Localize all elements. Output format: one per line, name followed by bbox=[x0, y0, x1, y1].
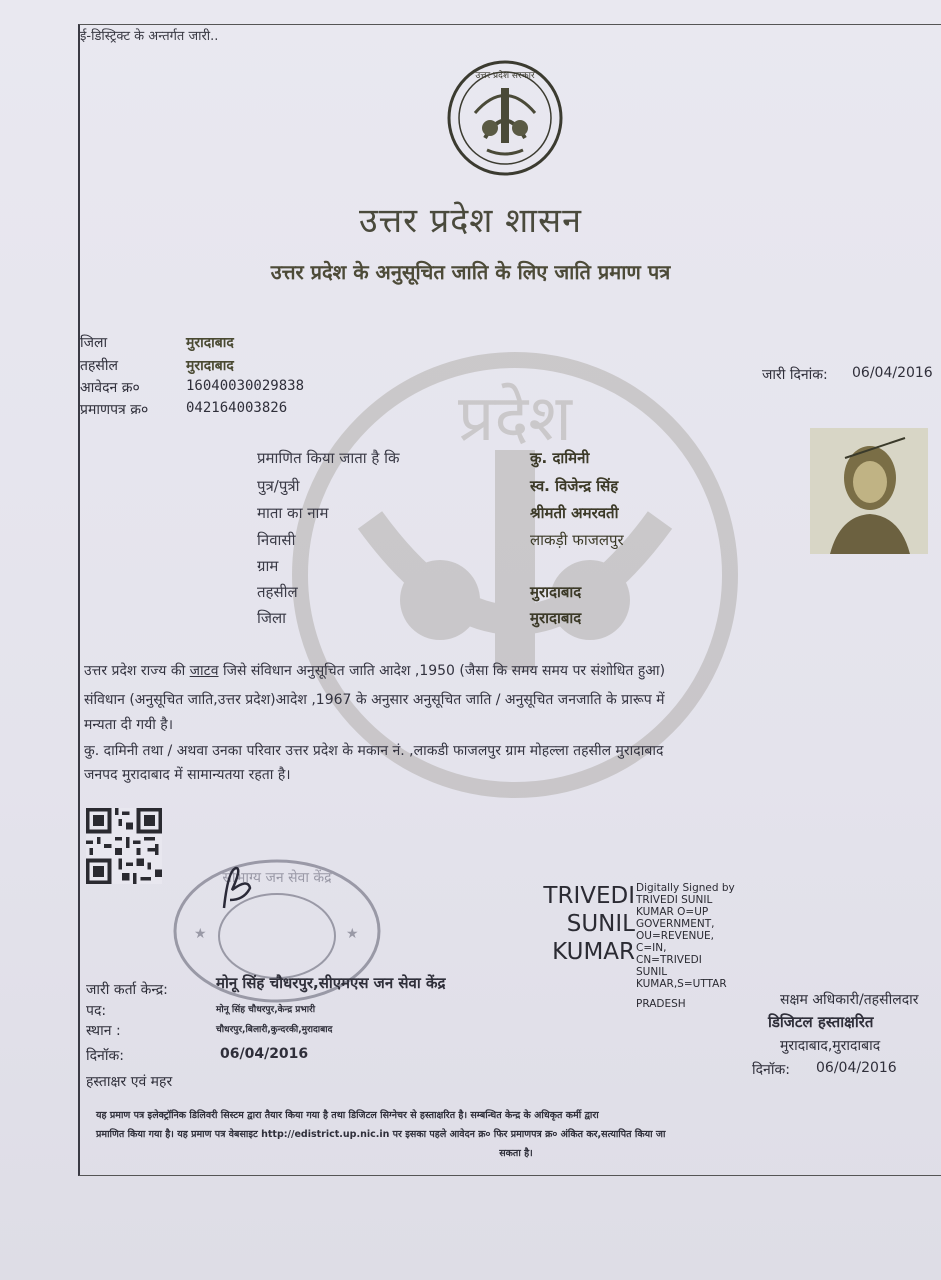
svg-text:★: ★ bbox=[346, 926, 359, 942]
certificate-subtitle: उत्तर प्रदेश के अनुसूचित जाति के लिए जाति प्रमाण पत्र bbox=[270, 260, 671, 284]
district-label: जिला bbox=[80, 335, 108, 351]
application-no-label: आवेदन क्र० bbox=[80, 380, 140, 396]
dsig-line: TRIVEDI SUNIL bbox=[636, 894, 713, 906]
tehsil-value: मुरादाबाद bbox=[186, 358, 234, 374]
residence-statement-line2: जनपद मुरादाबाद में सामान्यतया रहता है। bbox=[84, 767, 291, 783]
dsig-line: KUMAR O=UP bbox=[636, 906, 709, 918]
father-name: स्व. विजेन्द्र सिंह bbox=[530, 477, 619, 495]
dsig-line: SUNIL bbox=[636, 966, 668, 978]
authority-location: मुरादाबाद,मुरादाबाद bbox=[780, 1038, 881, 1054]
caste-statement-line2: संविधान (अनुसूचित जाति,उत्तर प्रदेश)आदेश ,1967 के अनुसार अनुसूचित जाति / अनुसूचित जनजाति के प्रारूप में bbox=[84, 692, 665, 708]
dsig-line: CN=TRIVEDI bbox=[636, 954, 702, 966]
caste-statement-prefix: उत्तर प्रदेश राज्य की bbox=[84, 663, 190, 679]
dsig-line: GOVERNMENT, bbox=[636, 918, 715, 930]
village-label: ग्राम bbox=[257, 557, 279, 575]
application-no-value: 16040030029838 bbox=[186, 378, 305, 394]
page-title: उत्तर प्रदेश शासन bbox=[359, 201, 582, 241]
edistrict-note: ई-डिस्ट्रिक्ट के अन्तर्गत जारी.. bbox=[80, 29, 219, 44]
stamp-text: सौभाग्य जन सेवा केंद्र bbox=[222, 870, 332, 886]
digital-signer-name bbox=[525, 882, 635, 966]
footer-note bbox=[96, 1106, 936, 1163]
post-value: मोनू सिंह चौधरपुर,केन्द्र प्रभारी bbox=[216, 1005, 316, 1015]
dsig-line: PRADESH bbox=[636, 998, 686, 1010]
issuer-date-value: 06/04/2016 bbox=[220, 1046, 309, 1062]
svg-text:★: ★ bbox=[194, 926, 207, 942]
applicant-photo bbox=[810, 428, 928, 554]
certificate-no-label: प्रमाणपत्र क्र० bbox=[80, 402, 149, 418]
signer-name-line3: KUMAR bbox=[552, 939, 635, 965]
dsig-line: Digitally Signed by bbox=[636, 882, 735, 894]
caste-name: जाटव bbox=[189, 663, 219, 679]
dsig-line: OU=REVENUE, bbox=[636, 930, 715, 942]
authority-date-value: 06/04/2016 bbox=[816, 1060, 897, 1076]
emblem-text: उत्तर प्रदेश सरकार bbox=[475, 71, 535, 81]
mother-label: माता का नाम bbox=[257, 504, 329, 522]
sign-seal-label: हस्ताक्षर एवं महर bbox=[86, 1074, 173, 1090]
mother-name: श्रीमती अमरवती bbox=[530, 504, 619, 522]
tehsil-label: तहसील bbox=[80, 358, 118, 374]
signer-name-line2: SUNIL bbox=[566, 911, 635, 937]
watermark-text: प्रदेश bbox=[458, 382, 572, 456]
post-label: पद: bbox=[86, 1003, 107, 1019]
digital-signature-details bbox=[636, 882, 735, 1010]
dsig-line: KUMAR,S=UTTAR bbox=[636, 978, 727, 990]
caste-statement-suffix: जिसे संविधान अनुसूचित जाति आदेश ,1950 (जैसा कि समय समय पर संशोधित हुआ) bbox=[218, 663, 666, 679]
caste-statement-line1 bbox=[84, 661, 665, 680]
footer-line2: प्रमाणित किया गया है। यह प्रमाण पत्र वेबसाइट http://edistrict.up.nic.in पर इसका पहले आवेदन क्र० फिर प्रमाणपत्र क्र० अंकित कर,सत्यापित किया जा bbox=[96, 1129, 666, 1140]
issuer-date-label: दिनॉक: bbox=[86, 1048, 124, 1064]
up-government-emblem bbox=[445, 58, 565, 178]
footer-line3: सकता है। bbox=[499, 1148, 533, 1159]
district-value: मुरादाबाद bbox=[186, 335, 234, 351]
handwritten-signature bbox=[214, 860, 270, 916]
issuing-centre-label: जारी कर्ता केन्द्र: bbox=[86, 982, 168, 998]
place-value: चौधरपुर,बिलारी,कुन्दरकी,मुरादाबाद bbox=[216, 1025, 333, 1035]
watermark-emblem bbox=[290, 340, 740, 810]
applicant-name: कु. दामिनी bbox=[530, 449, 590, 467]
parent-label: पुत्र/पुत्री bbox=[257, 477, 300, 495]
residence-statement-line1: कु. दामिनी तथा / अथवा उनका परिवार उत्तर प्रदेश के मकान नं. ,लाकडी फाजलपुर ग्राम मोहल्ला तहसील मुरादाबाद bbox=[84, 743, 664, 759]
resident-label: निवासी bbox=[257, 531, 296, 549]
authority-digital-signed: डिजिटल हस्ताक्षरित bbox=[768, 1013, 874, 1031]
issuing-centre-value: मोनू सिंह चौधरपुर,सीएमएस जन सेवा केंद्र bbox=[216, 974, 446, 992]
district-detail-value: मुरादाबाद bbox=[530, 609, 582, 627]
place-label: स्थान : bbox=[86, 1023, 121, 1039]
dsig-line: C=IN, bbox=[636, 942, 667, 954]
qr-code bbox=[86, 808, 162, 884]
certificate-no-value: 042164003826 bbox=[186, 400, 288, 416]
resident-value: लाकड़ी फाजलपुर bbox=[530, 531, 624, 549]
caste-statement-line3: मन्यता दी गयी है। bbox=[84, 717, 174, 733]
certified-label: प्रमाणित किया जाता है कि bbox=[257, 449, 400, 467]
authority-date-label: दिनॉक: bbox=[752, 1062, 790, 1078]
tehsil-detail-label: तहसील bbox=[257, 583, 298, 601]
authority-title: सक्षम अधिकारी/तहसीलदार bbox=[780, 992, 919, 1008]
issue-date-value: 06/04/2016 bbox=[852, 365, 933, 381]
signer-name-line1: TRIVEDI bbox=[543, 883, 635, 909]
footer-line1: यह प्रमाण पत्र इलेक्ट्रॉनिक डिलिवरी सिस्टम द्वारा तैयार किया गया है तथा डिजिटल सिग्नेचर से हस्ताक्षरित है। सम्बन्धित केन्द्र के अधिकृत कर्मी द्वारा bbox=[96, 1110, 599, 1121]
district-detail-label: जिला bbox=[257, 609, 287, 627]
issue-date-label: जारी दिनांक: bbox=[762, 367, 828, 383]
tehsil-detail-value: मुरादाबाद bbox=[530, 583, 582, 601]
